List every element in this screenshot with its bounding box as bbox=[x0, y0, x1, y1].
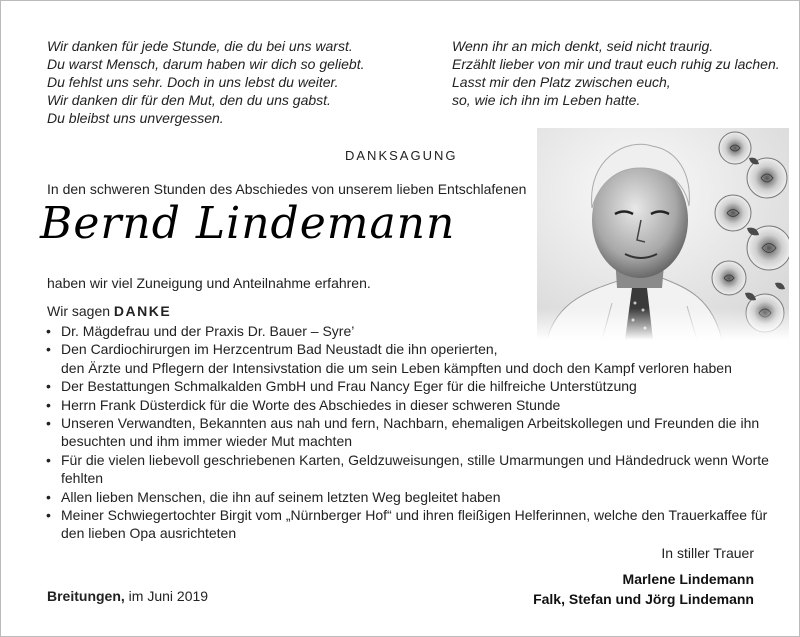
poem-line: Du fehlst uns sehr. Doch in uns lebst du weiter. bbox=[47, 74, 339, 90]
list-item bbox=[44, 488, 784, 506]
poem-line: Wir danken dir für den Mut, den du uns gabst. bbox=[47, 92, 331, 108]
thanks-prefix: Wir sagen bbox=[47, 303, 111, 319]
list-item bbox=[44, 322, 784, 340]
date-text: im Juni 2019 bbox=[124, 588, 209, 604]
mourning-line: In stiller Trauer bbox=[661, 545, 754, 561]
signers bbox=[533, 569, 754, 609]
portrait-photo bbox=[537, 128, 789, 340]
poem-line: Lasst mir den Platz zwischen euch, bbox=[452, 74, 671, 90]
poem-line: Wenn ihr an mich denkt, seid nicht traurig. bbox=[452, 38, 714, 54]
list-item-line: • Herrn Frank Düsterdick für die Worte des Abschiedes in dieser schweren Stunde bbox=[61, 396, 561, 413]
thanks-word: DANKE bbox=[113, 303, 172, 319]
intro-text: In den schweren Stunden des Abschiedes von unserem lieben Entschlafenen bbox=[47, 181, 527, 197]
list-item-line: fehlten bbox=[61, 470, 104, 487]
list-item-line: • Für die vielen liebevoll geschriebenen Karten, Geldzuweisungen, stille Umarmungen und Händedruck wenn Worte bbox=[61, 451, 769, 468]
list-item bbox=[44, 377, 784, 395]
received-text: haben wir viel Zuneigung und Anteilnahme erfahren. bbox=[47, 275, 371, 291]
list-item bbox=[44, 451, 784, 488]
list-item bbox=[44, 340, 784, 377]
list-item-line: den lieben Opa ausrichteten bbox=[61, 525, 237, 542]
list-item bbox=[44, 396, 784, 414]
thanks-line bbox=[47, 303, 171, 319]
thanks-list bbox=[44, 322, 784, 543]
signer-name: Marlene Lindemann bbox=[622, 571, 754, 587]
list-item-line: • Der Bestattungen Schmalkalden GmbH und Frau Nancy Eger für die hilfreiche Unterstützung bbox=[61, 378, 637, 395]
poem-right bbox=[452, 37, 780, 109]
list-item-line: den Ärzte und Pflegern der Intensivstation die um sein Leben kämpften und doch den Kampf verloren haben bbox=[61, 359, 732, 376]
poem-line: Wir danken für jede Stunde, die du bei uns warst. bbox=[47, 38, 353, 54]
list-item-line: • Dr. Mägdefrau und der Praxis Dr. Bauer – Syre’ bbox=[61, 323, 355, 339]
list-item-line: besuchten und ihm immer wieder Mut machten bbox=[61, 433, 353, 450]
list-item-line: • Unseren Verwandten, Bekannten aus nah und fern, Nachbarn, ehemaligen Arbeitskollegen und Freunden die ihn bbox=[61, 415, 760, 432]
poem-left bbox=[47, 37, 364, 127]
notice-heading: DANKSAGUNG bbox=[345, 148, 458, 163]
place-date bbox=[47, 588, 208, 604]
list-item-line: • Meiner Schwiegertochter Birgit vom „Nürnberger Hof“ und ihren fleißigen Helferinnen, welche den Trauerkaffee für bbox=[61, 507, 768, 524]
list-item bbox=[44, 414, 784, 451]
place-name: Breitungen, bbox=[47, 588, 125, 604]
poem-line: so, wie ich ihn im Leben hatte. bbox=[452, 92, 641, 108]
signer-name: Falk, Stefan und Jörg Lindemann bbox=[533, 591, 754, 607]
poem-line: Du bleibst uns unvergessen. bbox=[47, 110, 224, 126]
poem-line: Du warst Mensch, darum haben wir dich so geliebt. bbox=[47, 56, 365, 72]
list-item-line: • Den Cardiochirurgen im Herzcentrum Bad Neustadt die ihn operierten, bbox=[61, 341, 498, 358]
list-item-line: • Allen lieben Menschen, die ihn auf seinem letzten Weg begleitet haben bbox=[61, 488, 501, 505]
poem-line: Erzählt lieber von mir und traut euch ruhig zu lachen. bbox=[452, 56, 780, 72]
list-item bbox=[44, 506, 784, 543]
deceased-name: Bernd Lindemann bbox=[40, 198, 456, 249]
